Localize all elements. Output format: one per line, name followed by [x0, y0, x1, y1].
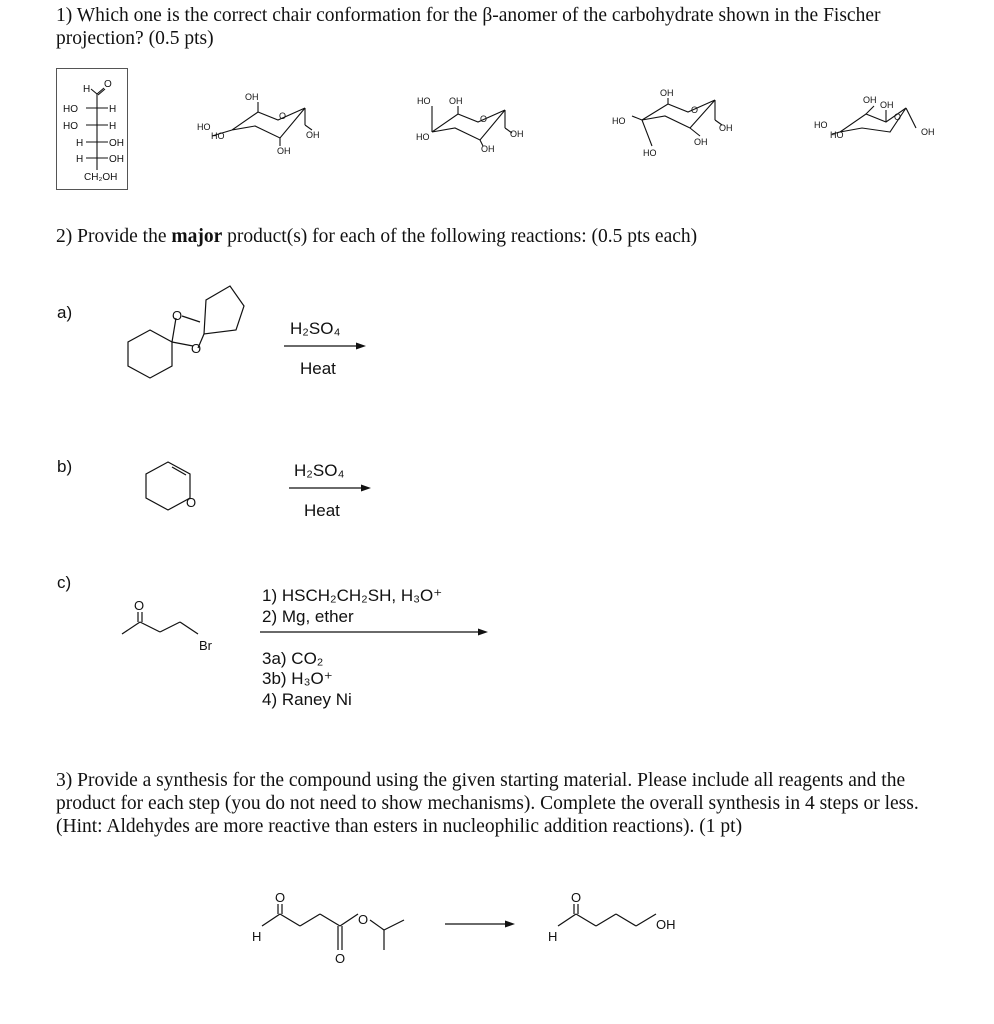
chair4-oh-top-2: OH: [880, 100, 894, 110]
fischer-projection: [86, 88, 108, 170]
product-h: H: [548, 929, 558, 944]
fischer-row2-right: H: [109, 121, 117, 132]
reagent-2c-step3b: 3b) H₃O⁺: [262, 669, 333, 688]
chair1-ho-upper: HO: [197, 122, 211, 132]
chair-option-3: [612, 88, 733, 158]
part-a-label: a): [57, 303, 73, 322]
part-b-label: b): [57, 457, 73, 476]
arrow-2a: [284, 343, 366, 350]
start-h: H: [252, 929, 262, 944]
arrow-2b: [289, 485, 371, 492]
product-oh: OH: [656, 917, 676, 932]
chair3-ring-o: O: [691, 105, 699, 115]
chair1-ho-lower: HO: [211, 131, 225, 141]
bromoketone-br: Br: [199, 638, 212, 653]
fischer-labels: [63, 79, 124, 183]
fischer-row4-left: H: [76, 154, 84, 165]
spiroketal-o-top: O: [172, 308, 183, 323]
q1-text-pre: 1) Which one is the correct chair conformation for the: [56, 5, 483, 26]
reagent-2c-step2: 2) Mg, ether: [262, 607, 354, 626]
fischer-row1-left: HO: [63, 104, 78, 115]
start-aldehyde-o: O: [275, 890, 286, 905]
q2-text-pre: 2) Provide the: [56, 226, 172, 247]
reagent-2a-above: H₂SO₄: [290, 319, 341, 338]
reagent-2c-step4: 4) Raney Ni: [262, 690, 352, 709]
chair1-oh-top: OH: [245, 92, 259, 102]
start-carbonyl-o: O: [335, 951, 346, 966]
chair-option-2: [416, 96, 524, 154]
molecule-2b-dihydropyran: [146, 462, 196, 510]
chair4-ring-o: O: [894, 112, 902, 122]
chair4-oh-top-1: OH: [863, 95, 877, 105]
beta-symbol: β: [482, 5, 493, 26]
reagent-2c-step1: 1) HSCH₂CH₂SH, H₃O⁺: [262, 586, 443, 605]
arrow-q3: [445, 921, 515, 928]
chair2-oh-top: OH: [449, 96, 463, 106]
fischer-bottom: CH₂OH: [84, 172, 118, 183]
product-o: O: [571, 890, 582, 905]
spiroketal-o-bottom: O: [191, 341, 202, 356]
reagent-2c-step3a: 3a) CO₂: [262, 649, 324, 668]
start-ester-o: O: [358, 912, 369, 927]
chair-option-4: [814, 95, 935, 140]
molecule-2c-bromoketone: [122, 598, 213, 653]
q2-text-post: product(s) for each of the following reactions: (0.5 pts each): [222, 226, 698, 247]
chair1-oh-right: OH: [306, 130, 320, 140]
fischer-row4-right: OH: [109, 154, 124, 165]
chair3-ho-left: HO: [612, 116, 626, 126]
part-c-label: c): [57, 573, 72, 592]
chair4-ho-lower: HO: [830, 130, 844, 140]
chair2-ho-top: HO: [417, 96, 431, 106]
fischer-row1-right: H: [109, 104, 117, 115]
chair2-ho-left: HO: [416, 132, 430, 142]
chair4-ho-upper: HO: [814, 120, 828, 130]
dihydropyran-o: O: [186, 495, 197, 510]
bromoketone-o: O: [134, 598, 145, 613]
chair3-oh-bottom: OH: [694, 137, 708, 147]
molecule-2a-spiroketal: [128, 286, 244, 378]
chair1-ring-o: O: [279, 111, 287, 121]
fischer-row3-right: OH: [109, 138, 124, 149]
fischer-row2-left: HO: [63, 121, 78, 132]
chair3-oh-top: OH: [660, 88, 674, 98]
chair1-oh-bottom: OH: [277, 146, 291, 156]
reagent-2b-below: Heat: [304, 501, 340, 520]
q1-text-post: -anomer of the carbohydrate shown in the Fischer projection? (0.5 pts): [56, 5, 881, 49]
chair-option-1: [197, 92, 320, 156]
arrow-2c: [260, 629, 488, 636]
chair2-oh-bottom: OH: [481, 144, 495, 154]
q3-product: [548, 890, 676, 944]
chair2-ring-o: O: [480, 114, 488, 124]
reagent-2a-below: Heat: [300, 359, 336, 378]
q3-starting-material: [252, 890, 404, 966]
q2-text-bold: major: [171, 226, 223, 247]
chair2-oh-right: OH: [510, 129, 524, 139]
reagent-2b-above: H₂SO₄: [294, 461, 345, 480]
chair3-ho-bottom: HO: [643, 148, 657, 158]
question-3-text: 3) Provide a synthesis for the compound using the given starting material. Please include all reagents and the product for each step (you do not need to show mechanisms). Complete the overall synthesis in 4 steps or less. (Hint: Aldehydes are more reactive than esters in nucleophilic addition reactions). (1 pt): [56, 770, 919, 837]
question-2-text: [56, 225, 956, 248]
chair4-oh-right: OH: [921, 127, 935, 137]
chair3-oh-right: OH: [719, 123, 733, 133]
fischer-carbonyl-o: O: [104, 79, 112, 90]
fischer-row3-left: H: [76, 138, 84, 149]
fischer-top-h: H: [83, 84, 91, 95]
